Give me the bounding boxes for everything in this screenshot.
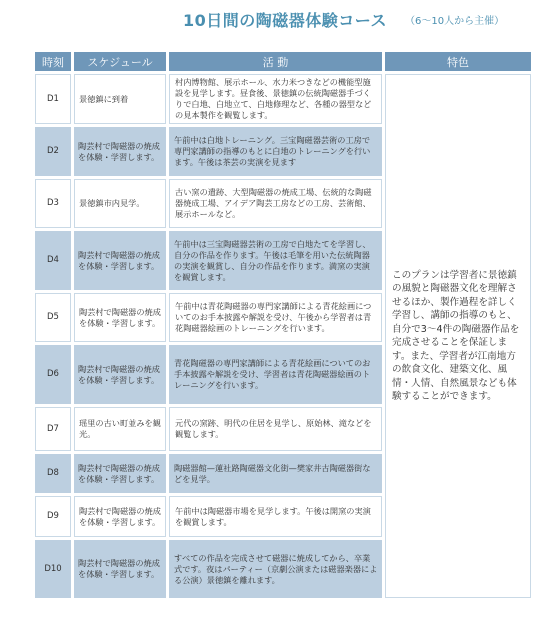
table-row bbox=[35, 74, 531, 124]
row-time: D7 bbox=[35, 407, 71, 451]
row-time: D3 bbox=[35, 179, 71, 228]
row-schedule: 陶芸村で陶磁器の焼成を体験・学習します。 bbox=[74, 454, 166, 493]
row-schedule: 陶芸村で陶磁器の焼成を体験・学習します。 bbox=[74, 231, 166, 290]
row-activity: 古い窯の遺跡、大型陶磁器の焼成工場、伝統的な陶磁器焼成工場、アイデア陶芸工房などの工房、芸術館、展示ホールなど。 bbox=[169, 179, 382, 228]
row-time: D5 bbox=[35, 293, 71, 342]
row-time: D2 bbox=[35, 127, 71, 176]
row-activity: 午前中は陶磁器市場を見学します。午後は開窯の実演を観賞します。 bbox=[169, 496, 382, 537]
row-activity: すべての作品を完成させて磁器に焼成してから、卒業式です。夜はパーティー（京劇公演または磁器楽器による公演）景徳鎮を離れます。 bbox=[169, 540, 382, 598]
row-time: D9 bbox=[35, 496, 71, 537]
row-schedule: 景徳鎮に到着 bbox=[74, 74, 166, 124]
row-schedule: 陶芸村で陶磁器の焼成を体験・学習します。 bbox=[74, 127, 166, 176]
row-schedule: 陶芸村で陶磁器の焼成を体験・学習します。 bbox=[74, 540, 166, 598]
page-subtitle: （6～10人から主催） bbox=[405, 16, 505, 27]
row-activity: 午前中は三宝陶磁器芸術の工房で白地たてを学習し、自分の作品を作ります。午後は毛筆を用いた伝統陶器の実演を観賞し、自分の作品を作ります。満窯の実演を観賞します。 bbox=[169, 231, 382, 290]
row-activity: 午前中は白地トレーニング。三宝陶磁器芸術の工房で専門家講師の指導のもとに白地のトレーニングを行います。午後は茶芸の実演を見ます bbox=[169, 127, 382, 176]
row-time: D10 bbox=[35, 540, 71, 598]
row-schedule: 陶芸村で陶磁器の焼成を体験・学習します。 bbox=[74, 345, 166, 404]
page-title: 10日間の陶磁器体験コース bbox=[183, 11, 387, 30]
header-activity: 活 動 bbox=[169, 52, 382, 71]
row-schedule: 陶芸村で陶磁器の焼成を体験・学習します。 bbox=[74, 496, 166, 537]
row-time: D6 bbox=[35, 345, 71, 404]
row-time: D1 bbox=[35, 74, 71, 124]
row-schedule: 陶芸村で陶磁器の焼成を体験・学習します。 bbox=[74, 293, 166, 342]
row-activity: 元代の窯跡、明代の住居を見学し、原始林、滝などを観覧します。 bbox=[169, 407, 382, 451]
feature-description: このプランは学習者に景徳鎮の風貌と陶磁器文化を理解させるほか、製作過程を詳しく学習し、講師の指導のもと、自分で3～4件の陶磁器作品を完成させることを保証します。また、学習者が江南地方の飲食文化、建築文化、風情・人情、自然風景なども体験することができます。 bbox=[385, 74, 531, 598]
table-header-row bbox=[35, 52, 531, 71]
row-time: D8 bbox=[35, 454, 71, 493]
title-bar bbox=[0, 0, 551, 40]
row-activity: 午前中は青花陶磁器の専門家講師による青花絵画についてのお手本披露や解説を受け、午後から学習者は青花陶磁器絵画のトレーニングを行います。 bbox=[169, 293, 382, 342]
schedule-table bbox=[32, 49, 534, 601]
row-activity: 青花陶磁器の専門家講師による青花絵画についてのお手本披露や解説を受け、学習者は青花陶磁器絵画のトレーニングを行います。 bbox=[169, 345, 382, 404]
header-feature: 特色 bbox=[385, 52, 531, 71]
row-activity: 陶磁器館—蓮社路陶磁器文化街—樊家井古陶磁器街などを見学。 bbox=[169, 454, 382, 493]
row-schedule: 瑶里の古い町並みを観光。 bbox=[74, 407, 166, 451]
row-schedule: 景徳鎮市内見学。 bbox=[74, 179, 166, 228]
row-activity: 村内博物館、展示ホール、水力米つきなどの機能型施設を見学します。昼食後、景徳鎮の伝統陶磁器手づくりで白地、白地立て、白地修理など、各種の器型などの見本製作を観覧します。 bbox=[169, 74, 382, 124]
header-time: 時刻 bbox=[35, 52, 71, 71]
header-schedule: スケジュール bbox=[74, 52, 166, 71]
row-time: D4 bbox=[35, 231, 71, 290]
